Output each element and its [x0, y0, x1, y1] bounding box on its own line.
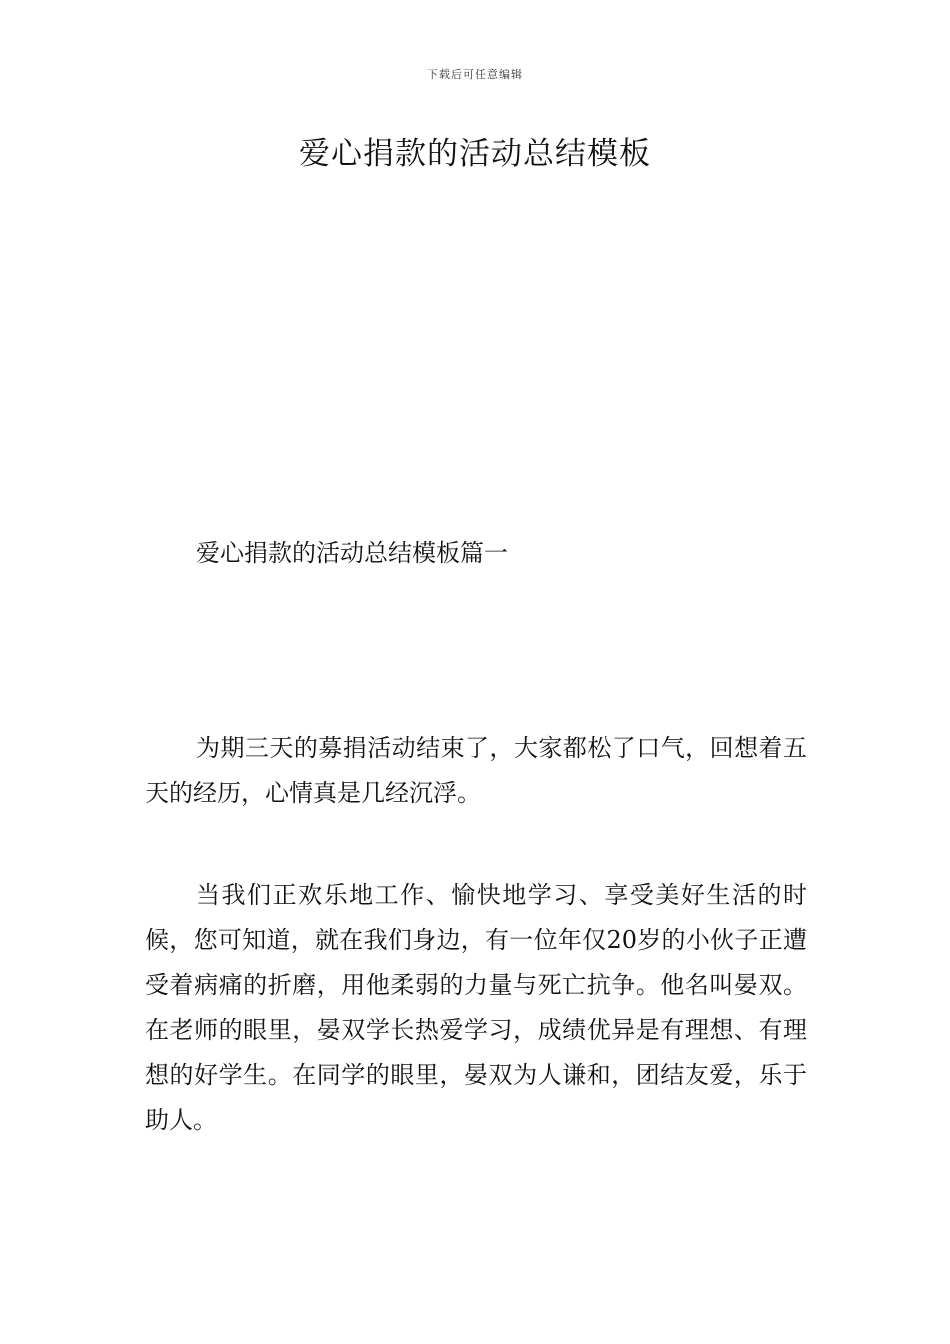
paragraph-1: 为期三天的募捐活动结束了，大家都松了口气，回想着五天的经历，心情真是几经沉浮。 — [145, 734, 807, 807]
section-heading: 爱心捐款的活动总结模板篇一 — [196, 539, 508, 567]
document-title: 爱心捐款的活动总结模板 — [299, 136, 651, 172]
paragraph-2: 当我们正欢乐地工作、愉快地学习、享受美好生活的时候，您可知道，就在我们身边，有一位年仅20岁的小伙子正遭受着病痛的折磨，用他柔弱的力量与死亡抗争。他名叫晏双。在老师的眼里，晏双学长热爱学习，成绩优异是有理想、有理想的好学生。在同学的眼里，晏双为人谦和，团结友爱，乐于助人。 — [145, 881, 807, 1134]
header-note: 下载后可任意编辑 — [427, 68, 523, 81]
